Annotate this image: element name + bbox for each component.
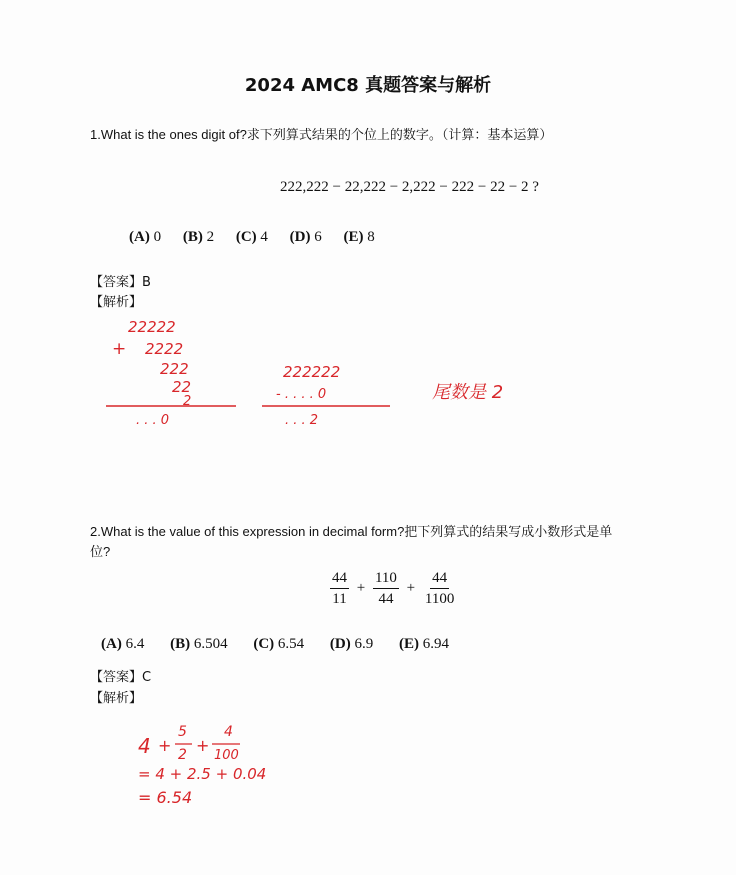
hw1-plus: + [112,339,127,359]
hw-four: 4 [138,734,151,758]
question-1-text: 1.What is the ones digit of?求下列算式结果的个位上的数字。（计算：基本运算） [90,127,553,142]
question-2-answer: 【答案】C [90,670,152,685]
choice-e[interactable]: (E) 8 [343,229,375,245]
hw1-line1: 22222 [128,318,176,336]
hw-note: 尾数是 2 [432,382,504,403]
hw-plus-1: + [158,736,172,755]
hw1-line5: 2 [183,394,192,409]
question-2-handwriting [0,715,736,815]
hw-frac1-den: 2 [178,747,187,763]
choice-d[interactable]: (D) 6.9 [329,636,374,652]
hw-line3: = 6.54 [138,788,193,807]
choice-d[interactable]: (D) 6 [289,229,322,245]
question-1-choices [129,229,375,246]
question-1-handwriting [0,310,736,440]
choice-e[interactable]: (E) 6.94 [398,636,449,652]
question-1-expression: 222,222 − 22,222 − 2,222 − 222 − 22 − 2 ? [280,179,539,195]
hw-plus-2: + [196,736,210,755]
question-2-text-line2: 位? [90,544,111,559]
hw-line2: = 4 + 2.5 + 0.04 [138,765,267,783]
fraction-1: $\frac{44}{11}$ [332,570,347,607]
plus-sign: + [356,580,366,596]
choice-c[interactable]: (C) 6.54 [253,636,305,652]
hw2-result: . . . 2 [285,413,319,428]
hw1-line4: 22 [172,378,192,396]
question-1-answer: 【答案】B [90,275,151,290]
choice-a[interactable]: (A) 0 [129,229,162,245]
hw-frac2-num: 4 [224,724,233,740]
page-title: 2024 AMC8 真题答案与解析 [244,75,492,96]
question-2-choices [101,636,449,653]
choice-b[interactable]: (B) 6.504 [170,636,228,652]
hw1-result: . . . 0 [136,413,170,428]
hw1-line3: 222 [160,360,189,378]
fraction-3: $\frac{44}{1100}$ [424,570,455,607]
question-1-analysis-label: 【解析】 [90,295,143,310]
question-2-text-line1: 2.What is the value of this expression in decimal form?把下列算式的结果写成小数形式是单 [90,524,613,539]
choice-a[interactable]: (A) 6.4 [101,636,145,652]
hw2-line1: 222222 [283,363,341,381]
fraction-2: $\frac{110}{44}$ [374,570,397,607]
hw-frac1-num: 5 [178,724,187,740]
question-2-analysis-label: 【解析】 [90,691,143,706]
plus-sign: + [406,580,416,596]
hw-frac2-den: 100 [214,748,239,763]
hw1-line2: 2222 [145,340,184,358]
choice-b[interactable]: (B) 2 [182,229,215,245]
question-2-expression [330,569,456,608]
hw2-line2: - . . . . 0 [276,387,327,402]
choice-c[interactable]: (C) 4 [235,229,268,245]
